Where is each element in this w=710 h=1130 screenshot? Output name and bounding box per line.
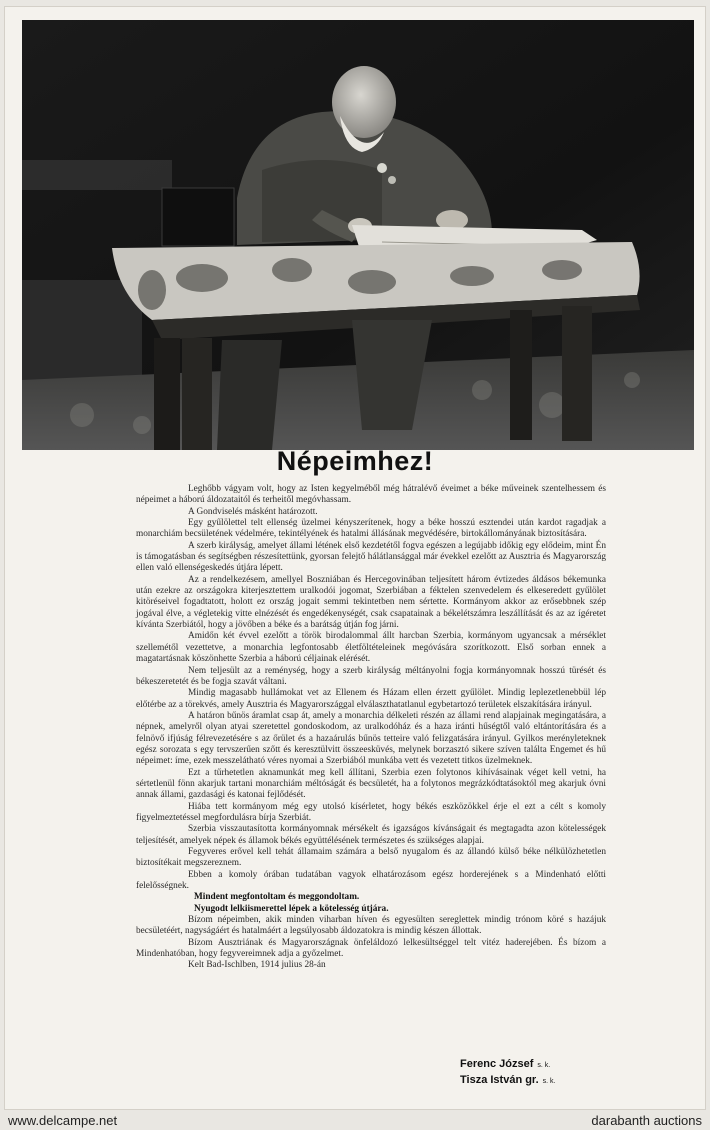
proclamation-text bbox=[136, 484, 606, 972]
footer-left-watermark: www.delcampe.net bbox=[8, 1113, 118, 1128]
paragraph: Nem teljesült az a reménység, hogy a szerb királyság méltányolni fogja kormányomnak hosszú türését és békeszeretetét és be fogja szavát váltani. bbox=[136, 665, 606, 687]
paragraph: Bízom népeimben, akik minden viharban híven és egyesülten sereglettek mindig trónom köré s hazájuk becsületéért, nagyságáért és hatalmáért a legsúlyosabb áldozatokra is mindig készen állottak. bbox=[136, 915, 606, 937]
signature-ferenc-jozsef bbox=[460, 1058, 550, 1070]
paragraph: Amidőn két évvel ezelőtt a török birodalommal állt harcban Szerbia, kormányom ugyancsak a mérséklet szellemétől vezettetve, a monarchia legfontosabb életföltételeinek megóvására szorítkozott. Első sorban ennek a magatartásnak köszönhette Szerbia a háború céljainak elérését. bbox=[136, 631, 606, 665]
footer bbox=[0, 1112, 710, 1130]
paragraph: Fegyveres erővel kell tehát államaim számára a belső nyugalom és az állandó külső béke nélkülözhetetlen biztosítékait megszereznem. bbox=[136, 847, 606, 869]
paragraph: A határon bűnös áramlat csap át, amely a monarchia délkeleti részén az állami rend alapjainak megingatására, a népnek, amelyről olyan atyai szeretettel gondoskodom, az uralkodóház és a haza iránti hűségtől való eltántorítására és a felnövő ifjúság félrevezetésére s az őrület és a hazaárulás bűnös tetteire való felizgatására irányul. Gyilkos merényleteknek egész sorozata s egy tervszerűen szőtt és keresztülvitt összeesküvés, melynek borzasztó sikere szíven találta Engemet és hű népeimet: íme, ezek messzelátható véres nyomai a Szerbiából munkába vett és vezetett titkos üzelmeknek. bbox=[136, 710, 606, 767]
paragraph: Ebben a komoly órában tudatában vagyok elhatározásom egész horderejének s a Mindenható előtti felelősségnek. bbox=[136, 869, 606, 892]
paragraph: Ezt a tűrhetetlen aknamunkát meg kell állítani, Szerbia ezen folytonos kihívásainak véget kell vetni, ha sértetlenül fönn akarjuk tartani monarchiám méltóságát és becsületét, ha a folytonos megrázkódtatásoktól meg akarjuk óvni annak állami, gazdasági és katonai fejlődését. bbox=[136, 767, 606, 801]
paragraph: A Gondviselés másként határozott. bbox=[188, 506, 318, 517]
paragraph: Az a rendelkezésem, amellyel Boszniában és Hercegovinában teljesített három évtizedes áldásos békemunka után ezekre az országokra kiterjesztettem uralkodói jogomat, Szerbiában a féktelen szenvedelem és elkeseredett gyűlölet kitöréseivel fogadtatott, holott ez ország jogait semmi tekintetben nem sértette. Kormányom akkor az erősebbnek szép jogával élve, a végletekig vitte elnézését és engedékenységét, csak csapatainak a békelétszámra leszállítását és az az ígéretet kívánta Szerbiától, hogy a jövőben a béke és a barátság útján fog járni. bbox=[136, 574, 606, 631]
dateline: Kelt Bad-Ischlben, 1914 julius 28-án bbox=[188, 960, 326, 971]
signature-name: Tisza István gr. bbox=[460, 1074, 539, 1086]
paragraph: Mindig magasabb hullámokat vet az Ellenem és Házam ellen érzett gyűlölet. Mindig leplezetlenebbül lép előtérbe az a törekvés, amely Ausztria és Magyarországgal elválaszthatatlanul egybetartozó területek elszakítására irányul. bbox=[136, 688, 606, 710]
portrait-photo bbox=[22, 20, 694, 450]
postcard bbox=[4, 6, 706, 1110]
paragraph: Egy gyűlölettel telt ellenség üzelmei kényszerítenek, hogy a béke hosszú esztendei után kardot ragadjak a monarchiám becsületének védelmére, tekintélyének és hatalmi állásának megvédésére, birtokállományának biztosítására. bbox=[136, 518, 606, 540]
signature-suffix: s. k. bbox=[537, 1062, 551, 1069]
signature-tisza-istvan bbox=[460, 1074, 556, 1086]
proclamation-title: Népeimhez! bbox=[276, 446, 434, 476]
bold-line: Nyugodt lelkiismerettel lépek a kötelesség útjára. bbox=[194, 903, 389, 914]
signature-name: Ferenc József bbox=[460, 1058, 534, 1070]
footer-right-watermark: darabanth auctions bbox=[591, 1113, 702, 1128]
paragraph: Szerbia visszautasította kormányomnak mérsékelt és igazságos kívánságait és megtagadta azon kötelességek teljesítését, amelyek népek és államok békés együttélésének természetes és szükséges alapjai. bbox=[136, 824, 606, 846]
paragraph: Hiába tett kormányom még egy utolsó kísérletet, hogy békés eszközökkel érje el ezt a célt s komoly figyelmeztetéssel megfordulásra bírja Szerbiát. bbox=[136, 801, 606, 823]
paragraph: Leghőbb vágyam volt, hogy az Isten kegyelméből még hátralévő éveimet a béke műveinek szentelhessem és népeimet a háború áldozataitól és terheitől megóvhassam. bbox=[136, 484, 606, 506]
paragraph: A szerb királyság, amelyet állami létének első kezdetétől fogva egészen a legújabb időkig egy elődeim, mint Én is támogatásban és segítségben részesítettünk, gyorsan felejtő hálátlansággal már évekkel ezelőtt az Ausztria és Magyarország ellen való ellenségeskedés útjára lépett. bbox=[136, 540, 606, 574]
paragraph: Bízom Ausztriának és Magyarországnak önfeláldozó lelkesültséggel telt vitéz haderejében. És bízom a Mindenhatóban, hogy fegyvereimnek adja a győzelmet. bbox=[136, 937, 606, 960]
bold-line: Mindent megfontoltam és meggondoltam. bbox=[194, 892, 360, 903]
signature-suffix: s. k. bbox=[542, 1078, 556, 1085]
